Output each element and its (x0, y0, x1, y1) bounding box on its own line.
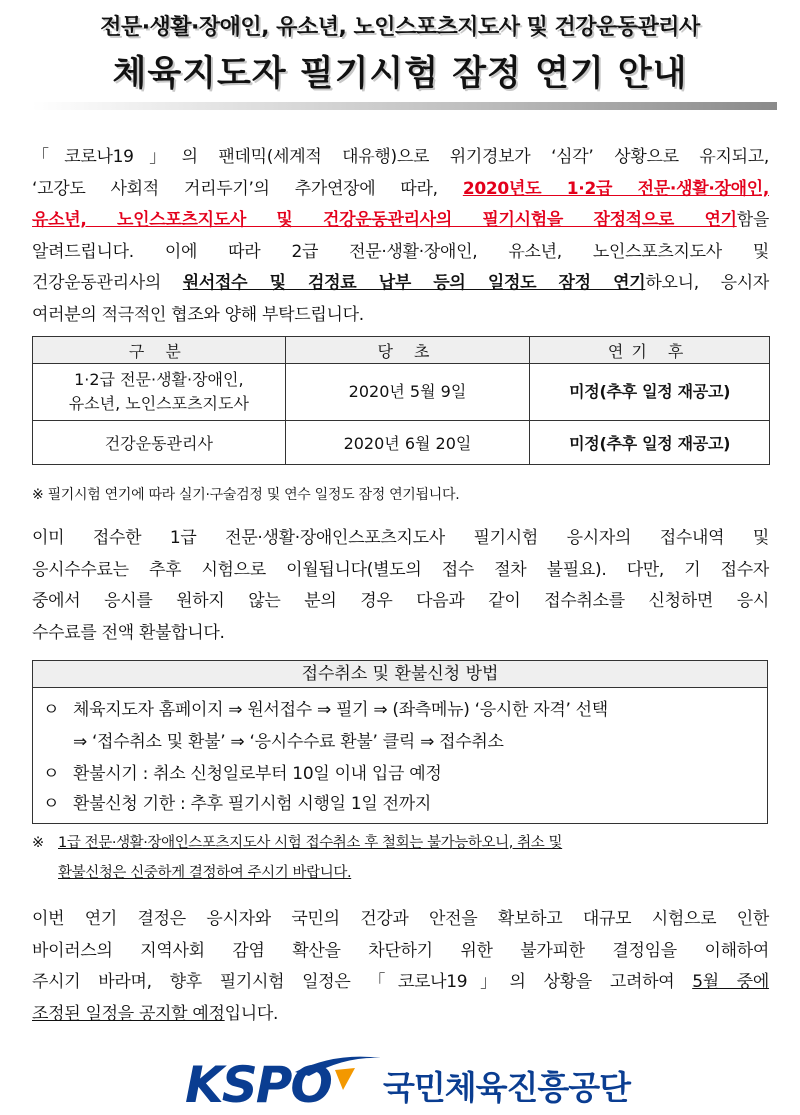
note-cancel-line-2: 환불신청은 신중하게 결정하여 주시기 바랍니다. (58, 865, 352, 881)
refund-step-item-cont: ⇒ ‘접수취소 및 환불’ ⇒ ‘응시수수료 환불’ 클릭 ⇒ 접수취소 (73, 732, 504, 752)
closing-line-4 (32, 999, 769, 1031)
highlight-postpone-cont: 유소년, 노인스포츠지도사 및 건강운동관리사의 필기시험을 잠정적으로 연기 (32, 210, 737, 230)
doc-title: 체육지도자 필기시험 잠정 연기 안내 (112, 54, 688, 94)
table-header-row (33, 337, 770, 364)
closing-text: 입니다. (224, 1003, 279, 1024)
refund-deadline-item (43, 789, 431, 814)
second-line-1: 이미 접수한 1급 전문·생활·장애인스포츠지도사 필기시험 응시자의 접수내역 및 (32, 528, 769, 548)
intro-text: 하오니, 응시자 (645, 273, 769, 293)
note-postponement: ※ 필기시험 연기에 따라 실기·구술검정 및 연수 일정도 잠정 연기됩니다. (32, 487, 460, 503)
refund-timing-item (43, 759, 442, 784)
cell-category (33, 364, 286, 421)
closing-line-2: 바이러스의 지역사회 감염 확산을 차단하기 위한 불가피한 결정임을 이해하여 (32, 940, 769, 961)
cell-category: 건강운동관리사 (33, 421, 286, 465)
refund-box-title: 접수취소 및 환불신청 방법 (33, 661, 767, 688)
note-cancel-line-1: 1급 전문·생활·장애인스포츠지도사 시험 접수취소 후 철회는 불가능하오니, 취소 및 (58, 835, 563, 851)
refund-timing-text: 환불시기 : 취소 신청일로부터 10일 이내 입금 예정 (73, 764, 442, 784)
intro-paragraph (32, 142, 769, 331)
refund-step-line: 체육지도자 홈페이지 ⇒ 원서접수 ⇒ 필기 ⇒ (좌측메뉴) ‘응시한 자격’ 선택 (73, 700, 608, 720)
second-line-4: 수수료를 전액 환불합니다. (32, 622, 225, 643)
intro-line-5 (32, 268, 769, 300)
kspo-wordmark: KSPO (185, 1056, 331, 1114)
closing-line-1: 이번 연기 결정은 응시자와 국민의 건강과 안전을 확보하고 대규모 시험으로 인한 (32, 909, 769, 929)
cell-original-date: 2020년 6월 20일 (285, 421, 530, 465)
col-header-category: 구 분 (33, 337, 286, 364)
highlight-may: 5월 중에 (692, 972, 769, 992)
cell-postponed: 미정(추후 일정 재공고) (530, 421, 770, 465)
doc-subtitle: 전문·생활·장애인, 유소년, 노인스포츠지도사 및 건강운동관리사 (100, 15, 700, 40)
title-divider (32, 102, 777, 110)
highlight-schedule: 원서접수 및 검정료 납부 등의 일정도 잠정 연기 (182, 273, 646, 293)
bullet-icon: ㅇ (43, 794, 60, 814)
refund-deadline-text: 환불신청 기한 : 추후 필기시험 시행일 1일 전까지 (73, 794, 431, 814)
closing-paragraph (32, 904, 769, 1030)
col-header-original: 당 초 (285, 337, 530, 364)
second-line-3: 중에서 응시를 원하지 않는 분의 경우 다음과 같이 접수취소를 신청하면 응시 (32, 591, 769, 611)
intro-text: 건강운동관리사의 (32, 273, 183, 293)
intro-line-6: 여러분의 적극적인 협조와 양해 부탁드립니다. (32, 304, 364, 325)
second-line-2: 응시수수료는 추후 시험으로 이월됩니다(별도의 접수 절차 불필요). 다만, 기 접수자 (32, 559, 769, 580)
org-name: 국민체육진흥공단 (383, 1068, 631, 1107)
cell-original-date: 2020년 5월 9일 (285, 364, 530, 421)
intro-line-3 (32, 205, 769, 237)
second-paragraph (32, 523, 769, 649)
note-mark: ※ (32, 835, 44, 851)
refund-step-item (43, 695, 608, 720)
schedule-table (32, 336, 770, 465)
intro-line-2 (32, 174, 769, 206)
bullet-icon: ㅇ (43, 764, 60, 784)
category-line: 1·2급 전문·생활·장애인, (74, 370, 244, 389)
cell-postponed: 미정(추후 일정 재공고) (530, 364, 770, 421)
highlight-postpone: 2020년도 1·2급 전문·생활·장애인, (462, 178, 770, 199)
intro-text: 함을 (736, 210, 769, 230)
bullet-icon: ㅇ (43, 700, 60, 720)
closing-text: 주시기 바라며, 향후 필기시험 일정은 「코로나19」의 상황을 고려하여 (32, 972, 693, 992)
table-row (33, 421, 770, 465)
intro-line-1: 「코로나19」의 팬데믹(세계적 대유행)으로 위기경보가 ‘심각’ 상황으로 유지되고, (32, 147, 769, 167)
intro-text: ‘고강도 사회적 거리두기’의 추가연장에 따라, (32, 178, 463, 199)
table-row (33, 364, 770, 421)
intro-line-4: 알려드립니다. 이에 따라 2급 전문·생활·장애인, 유소년, 노인스포츠지도사 및 (32, 241, 769, 262)
refund-method-box (32, 660, 768, 824)
highlight-announce: 조정된 일정을 공지할 예정 (32, 1003, 225, 1024)
kspo-logo (185, 1050, 631, 1114)
category-line: 유소년, 노인스포츠지도사 (68, 394, 249, 413)
closing-line-3 (32, 967, 769, 999)
col-header-postponed: 연기 후 (530, 337, 770, 364)
